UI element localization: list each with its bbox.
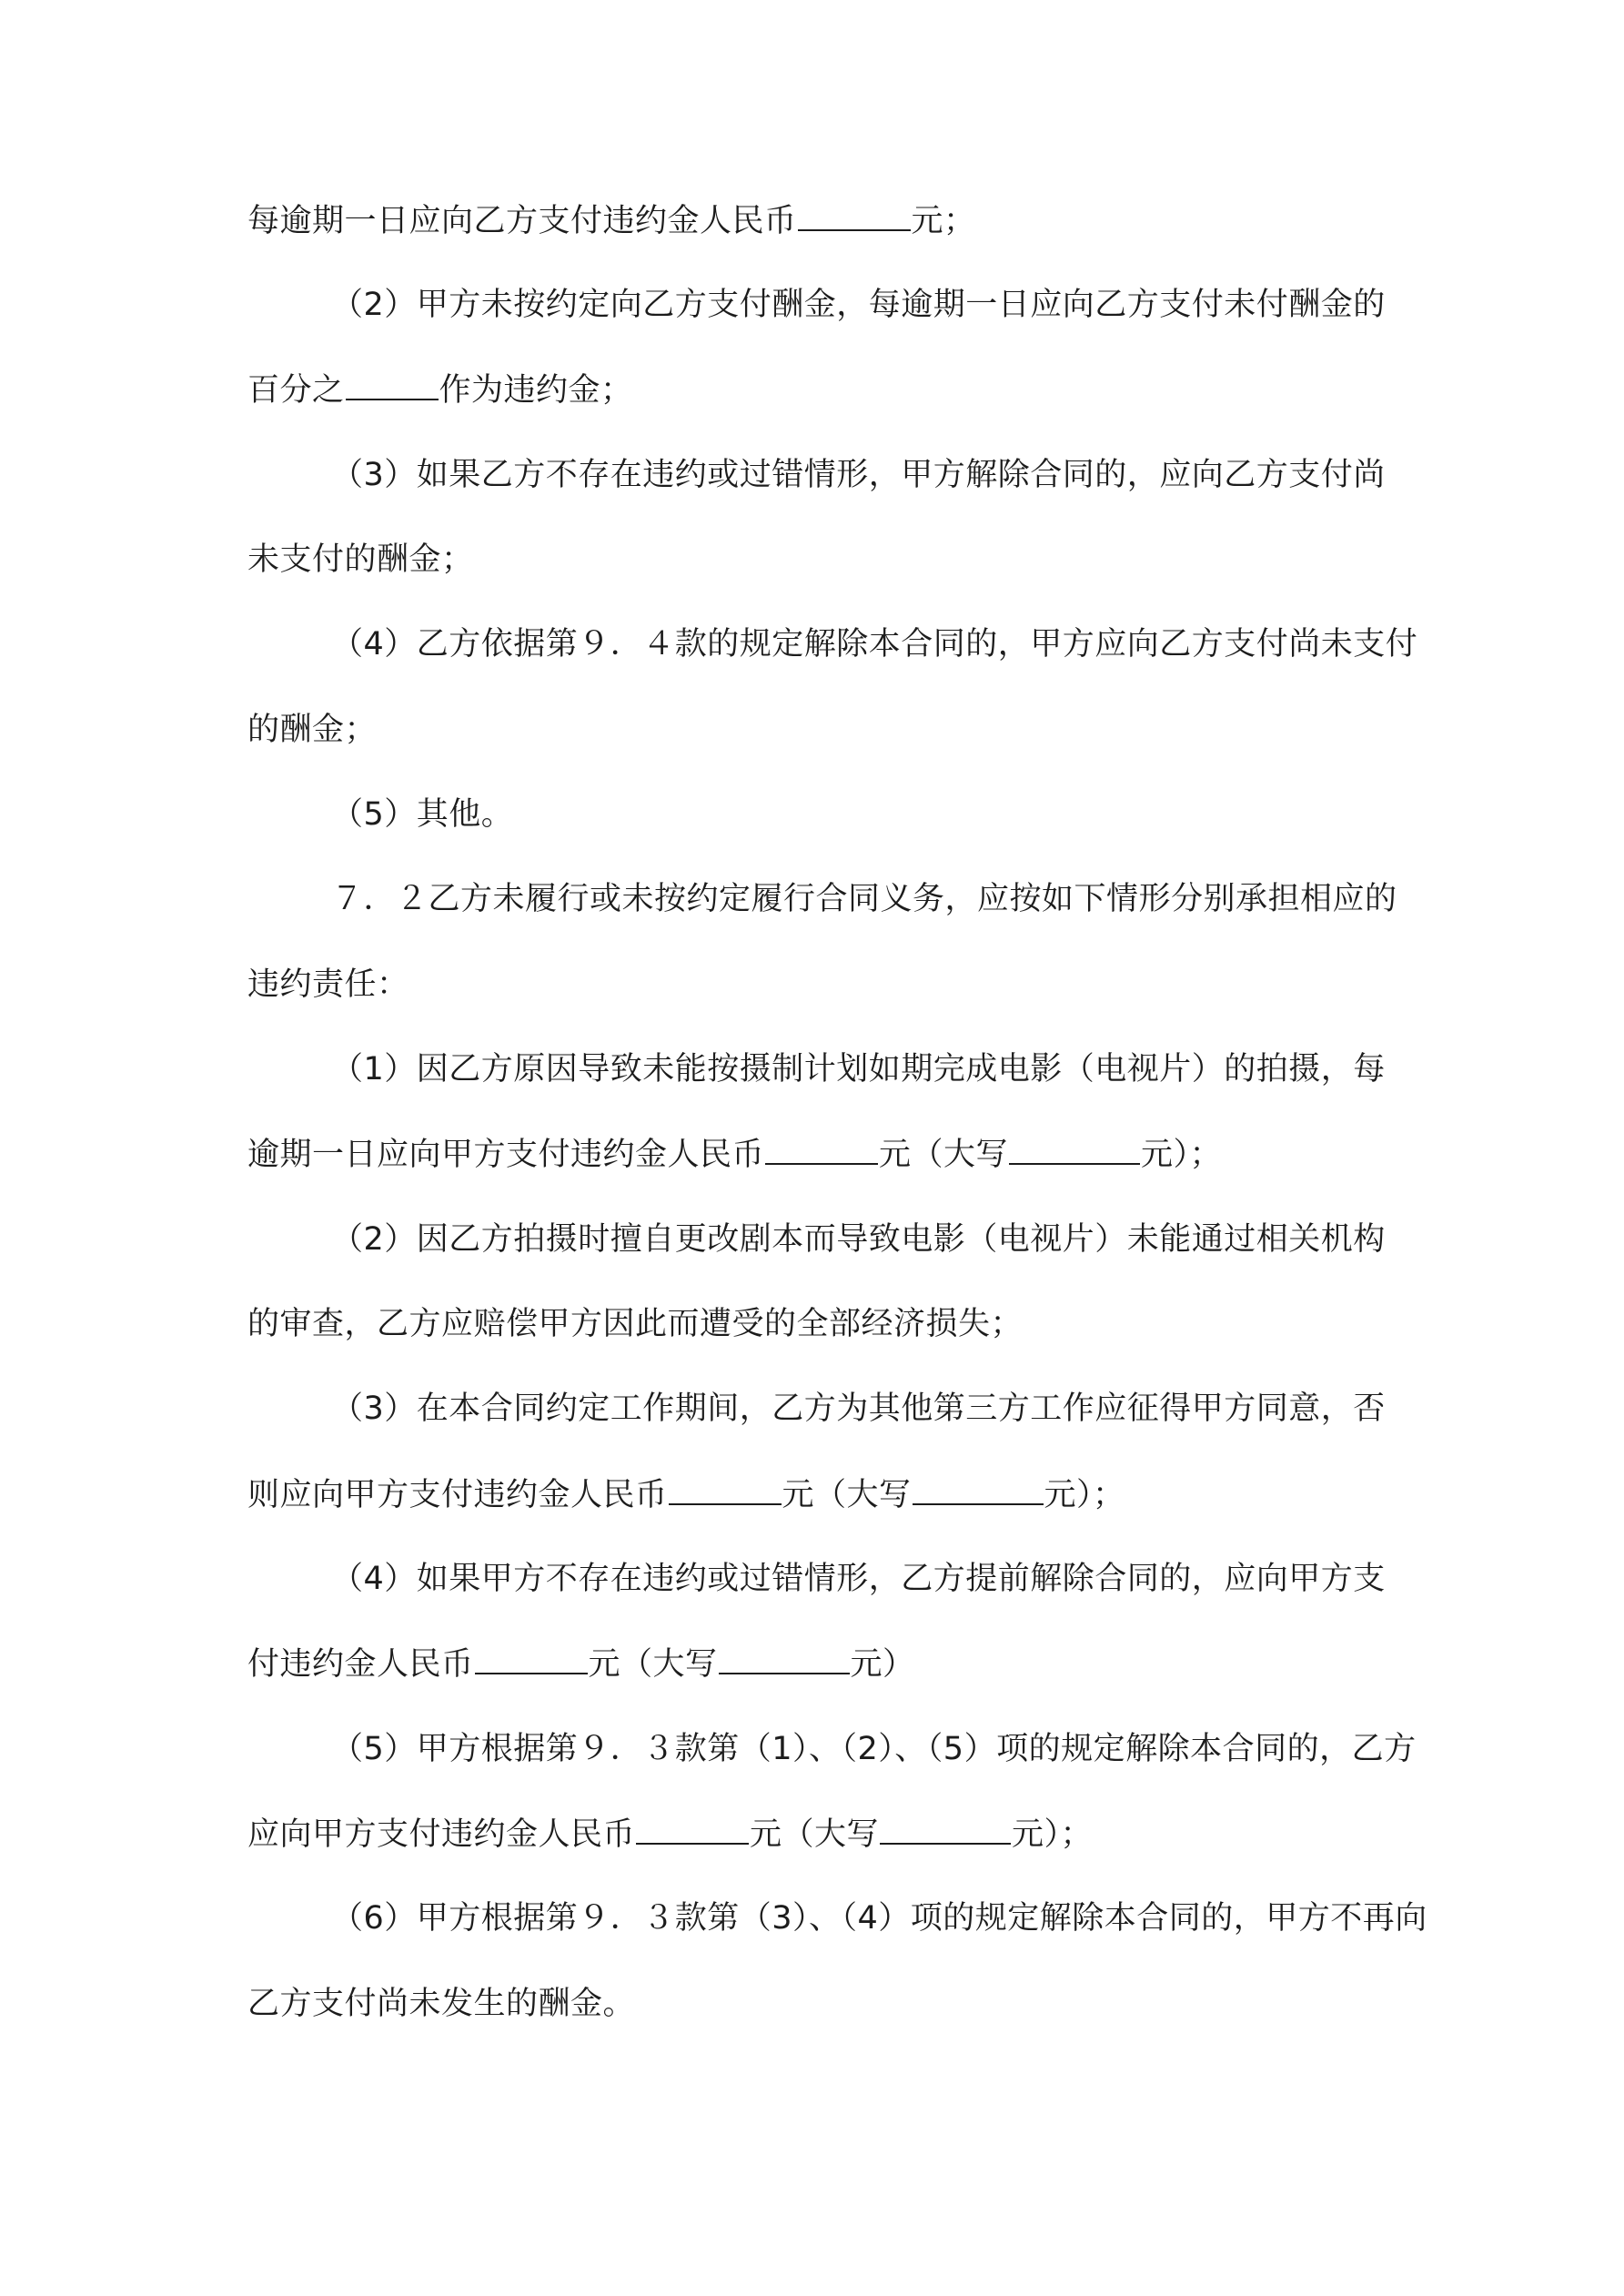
paragraph-line: （5）甲方根据第９．３款第（1）、（2）、（5）项的规定解除本合同的，乙方: [331, 1731, 1417, 1767]
paragraph-line: ７．２乙方未履行或未按约定履行合同义务，应按如下情形分别承担相应的: [331, 881, 1397, 917]
paragraph-line: （5）其他。: [331, 796, 514, 833]
fill-blank[interactable]: [346, 368, 439, 400]
fill-blank[interactable]: [913, 1472, 1044, 1505]
paragraph-line: （1）因乙方原因导致未能按摄制计划如期完成电影（电视片）的拍摄，每: [331, 1051, 1386, 1087]
paragraph-line: （3）在本合同约定工作期间，乙方为其他第三方工作应征得甲方同意，否: [331, 1391, 1386, 1427]
fill-blank[interactable]: [475, 1642, 588, 1674]
fill-blank[interactable]: [636, 1812, 749, 1845]
paragraph-line: 违约责任：: [247, 966, 409, 1003]
paragraph-line: （6）甲方根据第９．３款第（3）、（4）项的规定解除本合同的，甲方不再向: [331, 1900, 1427, 1937]
fill-blank[interactable]: [669, 1472, 782, 1505]
paragraph-line: （2）因乙方拍摄时擅自更改剧本而导致电影（电视片）未能通过相关机构: [331, 1221, 1386, 1258]
paragraph-line: 则应向甲方支付违约金人民币 元（大写 元）；: [247, 1472, 1125, 1516]
paragraph-line: （2）甲方未按约定向乙方支付酬金，每逾期一日应向乙方支付未付酬金的: [331, 287, 1386, 323]
fill-blank[interactable]: [1009, 1132, 1140, 1165]
fill-blank[interactable]: [798, 198, 911, 231]
paragraph-line: 百分之 作为违约金；: [247, 368, 633, 411]
fill-blank[interactable]: [765, 1132, 878, 1165]
paragraph-line: 每逾期一日应向乙方支付违约金人民币 元；: [247, 198, 976, 242]
paragraph-line: 付违约金人民币 元（大写 元）: [247, 1642, 915, 1685]
paragraph-line: 逾期一日应向甲方支付违约金人民币 元（大写 元）；: [247, 1132, 1222, 1176]
paragraph-line: 乙方支付尚未发生的酬金。: [247, 1986, 636, 2022]
paragraph-line: 应向甲方支付违约金人民币 元（大写 元）；: [247, 1812, 1093, 1856]
paragraph-line: 的酬金；: [247, 712, 378, 748]
paragraph-line: 未支付的酬金；: [247, 541, 474, 578]
paragraph-line: （4）如果甲方不存在违约或过错情形，乙方提前解除合同的，应向甲方支: [331, 1561, 1386, 1597]
fill-blank[interactable]: [880, 1812, 1011, 1845]
fill-blank[interactable]: [719, 1642, 850, 1674]
paragraph-line: （4）乙方依据第９．４款的规定解除本合同的，甲方应向乙方支付尚未支付: [331, 626, 1418, 663]
paragraph-line: （3）如果乙方不存在违约或过错情形，甲方解除合同的，应向乙方支付尚: [331, 457, 1386, 493]
paragraph-line: 的审查，乙方应赔偿甲方因此而遭受的全部经济损失；: [247, 1306, 1024, 1342]
